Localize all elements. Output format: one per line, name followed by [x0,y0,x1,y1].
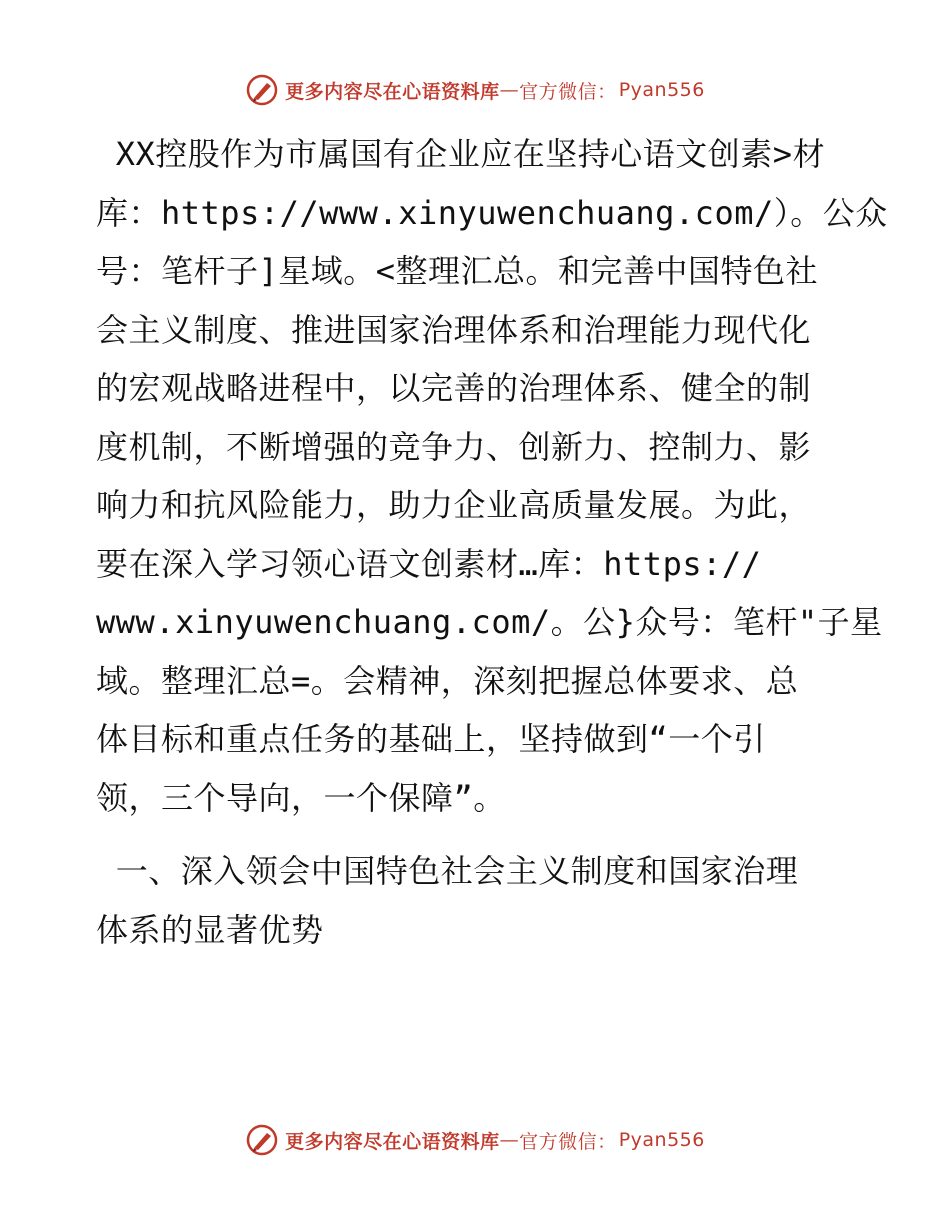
text-line: 体目标和重点任务的基础上，坚持做到“一个引 [96,720,766,758]
text-line: XX控股作为市属国有企业应在坚持心语文创素>材 [96,135,826,173]
watermark-suffix: 官方微信： [519,80,617,103]
header-watermark [0,70,950,110]
text-line: 会主义制度、推进国家治理体系和治理能力现代化 [96,310,812,349]
text-line: www.xinyuwenchuang.com/。公}众号：笔杆"子星 [96,603,883,641]
document-body [96,125,888,959]
watermark-separator: — [499,79,520,101]
text-line: 库：https://www.xinyuwenchuang.com/）。公众 [96,193,888,232]
text-line: 域。整理汇总=。会精神，深刻把握总体要求、总 [96,661,799,700]
watermark-wechat-id: Pyan556 [618,79,705,101]
watermark-separator: — [499,1129,520,1151]
heading-line: 体系的显著优势 [96,910,324,949]
text-line: 领，三个导向，一个保障”。 [96,778,506,817]
section-heading [96,842,856,959]
footer-watermark [0,1120,950,1160]
text-line: 响力和抗风险能力，助力企业高质量发展。为此， [96,486,812,524]
watermark-main-text: 更多内容尽在心语资料库 [285,80,500,103]
watermark-wechat-id: Pyan556 [618,1129,705,1151]
heading-line: 一、深入领会中国特色社会主义制度和国家治理 [96,852,799,890]
watermark-suffix: 官方微信： [519,1130,617,1153]
pen-logo-icon [245,73,279,107]
text-line: 的宏观战略进程中，以完善的治理体系、健全的制 [96,369,812,407]
text-line: 号：笔杆子]星域。<整理汇总。和完善中国特色社 [96,252,819,290]
text-line: 要在深入学习领心语文创素材…库：https:// [96,544,762,583]
watermark-main-text: 更多内容尽在心语资料库 [285,1130,500,1153]
body-paragraph [96,125,888,827]
pen-logo-icon [245,1123,279,1157]
text-line: 度机制，不断增强的竞争力、创新力、控制力、影 [96,427,812,466]
